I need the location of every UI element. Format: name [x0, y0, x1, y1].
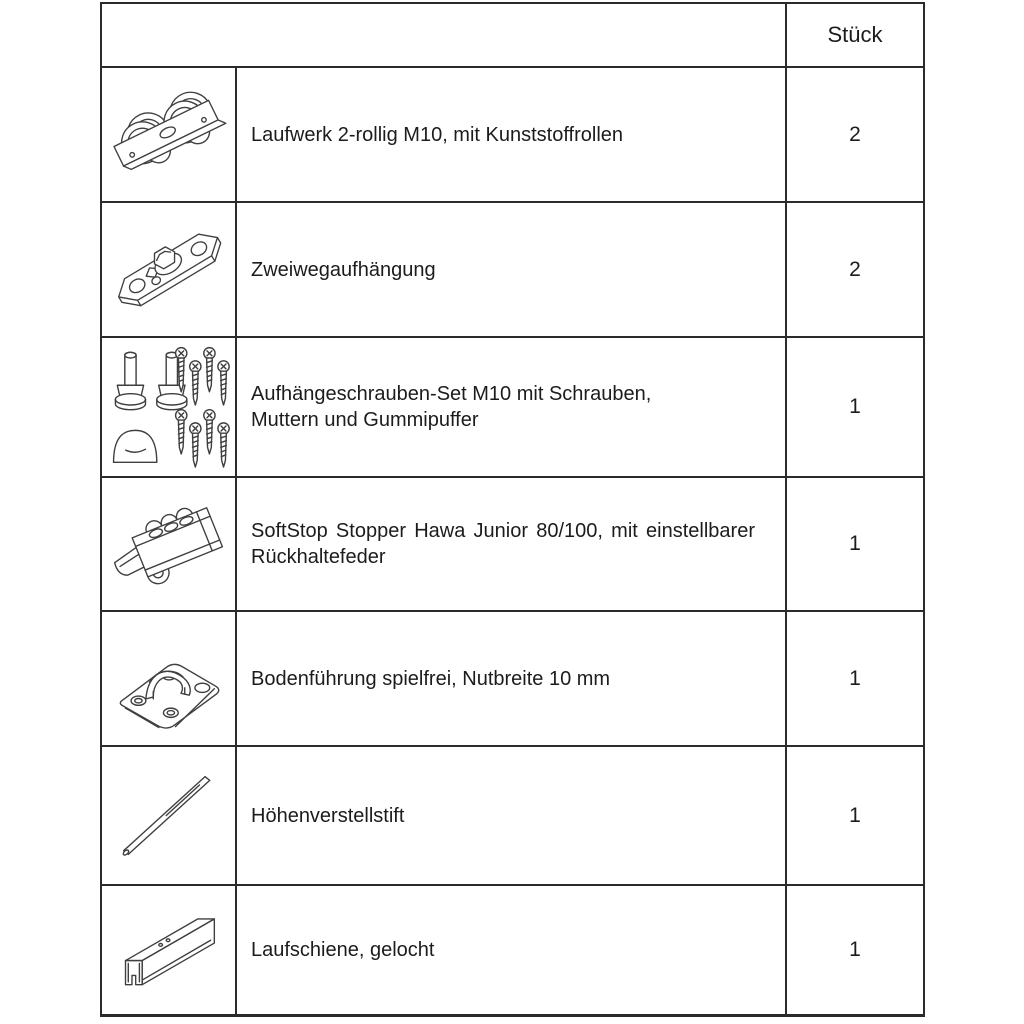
item-image-cell: [102, 612, 237, 747]
item-quantity-cell: [787, 478, 923, 612]
item-image-cell: [102, 478, 237, 612]
suspension-plate-icon: [106, 213, 232, 326]
item-description: Bodenführung spielfrei, Nutbreite 10 mm: [251, 667, 611, 690]
item-quantity-cell: [787, 203, 923, 338]
header-quantity-cell: [787, 4, 923, 68]
item-image-cell: [102, 747, 237, 886]
item-description-cell: [237, 478, 787, 612]
item-description-cell: [237, 203, 787, 338]
item-quantity: 2: [849, 257, 861, 281]
softstop-stopper-icon: [106, 488, 232, 599]
item-quantity-cell: [787, 612, 923, 747]
item-description: Zweiwegaufhängung: [251, 258, 436, 281]
item-description: Höhenverstellstift: [251, 804, 405, 827]
item-image-cell: [102, 886, 237, 1014]
item-quantity: 1: [849, 532, 861, 555]
item-description: Aufhängeschrauben-Set M10 mit Schrauben, Muttern und Gummipuffer: [251, 383, 652, 431]
roller-trolley-icon: [105, 76, 232, 192]
height-adjustment-pin-icon: [107, 760, 231, 871]
header-spacer-cell: [102, 4, 787, 68]
item-description-cell: [237, 612, 787, 747]
item-image-cell: [102, 68, 237, 203]
parts-table: [100, 2, 925, 1017]
item-quantity: 1: [849, 803, 861, 827]
item-quantity-cell: [787, 886, 923, 1014]
item-quantity: 1: [849, 395, 861, 418]
item-quantity: 2: [849, 122, 861, 146]
item-description-cell: [237, 338, 787, 478]
item-description-cell: [237, 886, 787, 1014]
item-quantity: 1: [849, 938, 861, 961]
item-description-cell: [237, 68, 787, 203]
item-quantity-cell: [787, 747, 923, 886]
item-image-cell: [102, 338, 237, 478]
item-description: Laufwerk 2-rollig M10, mit Kunststoffrollen: [251, 123, 624, 146]
item-image-cell: [102, 203, 237, 338]
item-quantity: 1: [849, 666, 861, 690]
screw-set-icon: [106, 342, 232, 472]
running-track-icon: [107, 894, 231, 1005]
item-quantity-cell: [787, 338, 923, 478]
item-description-cell: [237, 747, 787, 886]
item-description: SoftStop Stopper Hawa Junior 80/100, mit einstellbarer Rückhaltefeder: [251, 520, 755, 568]
item-quantity-cell: [787, 68, 923, 203]
quantity-column-label: Stück: [827, 22, 883, 47]
item-description: Laufschiene, gelocht: [251, 939, 435, 961]
floor-guide-icon: [107, 623, 231, 734]
